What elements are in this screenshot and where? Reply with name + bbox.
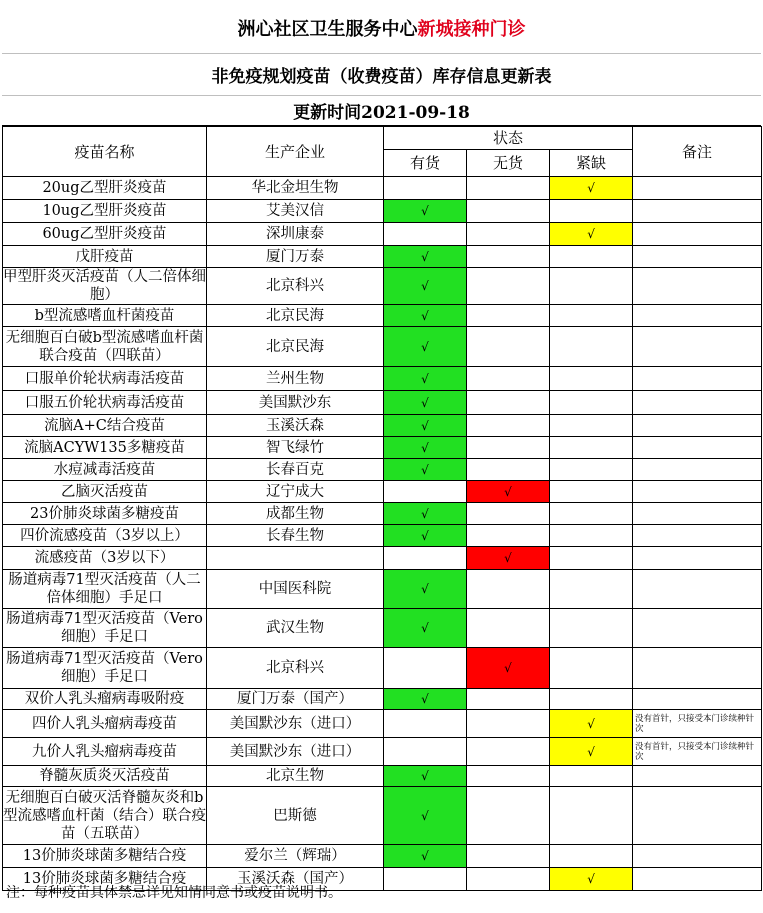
header-vaccine-name: 疫苗名称 <box>3 127 207 177</box>
status-short-cell <box>550 177 633 200</box>
status-out-of-stock-cell <box>467 689 550 710</box>
table-row <box>3 268 762 305</box>
status-in-stock-cell <box>384 689 467 710</box>
status-in-stock-cell <box>384 200 467 223</box>
check-mark-icon: √ <box>587 716 595 731</box>
company-cell: 巴斯德 <box>207 787 384 845</box>
remark-cell <box>633 689 762 710</box>
company-cell: 北京生物 <box>207 766 384 787</box>
remark-cell <box>633 766 762 787</box>
table-row <box>3 391 762 415</box>
status-short-cell <box>550 738 633 766</box>
vaccine-inventory-sheet <box>2 2 761 891</box>
company-cell: 厦门万泰（国产） <box>207 689 384 710</box>
check-mark-icon: √ <box>421 249 429 264</box>
inventory-rows <box>3 177 762 891</box>
status-in-stock-cell <box>384 570 467 609</box>
update-time: 更新时间2021-09-18 <box>2 96 761 126</box>
remark-cell <box>633 845 762 868</box>
header-remark: 备注 <box>633 127 762 177</box>
vaccine-name-cell: b型流感嗜血杆菌疫苗 <box>3 305 207 327</box>
check-mark-icon: √ <box>421 808 429 823</box>
company-cell: 武汉生物 <box>207 609 384 648</box>
status-in-stock-cell <box>384 738 467 766</box>
company-cell: 中国医科院 <box>207 570 384 609</box>
status-out-of-stock-cell <box>467 710 550 738</box>
status-in-stock-cell <box>384 459 467 481</box>
vaccine-name-cell: 60ug乙型肝炎疫苗 <box>3 223 207 246</box>
status-out-of-stock-cell <box>467 738 550 766</box>
company-cell: 智飞绿竹 <box>207 437 384 459</box>
table-row <box>3 327 762 367</box>
vaccine-name-cell: 无细胞百白破b型流感嗜血杆菌联合疫苗（四联苗） <box>3 327 207 367</box>
check-mark-icon: √ <box>587 872 595 886</box>
inventory-table <box>2 126 762 891</box>
status-short-cell <box>550 305 633 327</box>
vaccine-name-cell: 戊肝疫苗 <box>3 246 207 268</box>
vaccine-name-cell: 流脑ACYW135多糖疫苗 <box>3 437 207 459</box>
vaccine-name-cell: 肠道病毒71型灭活疫苗（Vero细胞）手足口 <box>3 609 207 648</box>
status-out-of-stock-cell <box>467 367 550 391</box>
status-in-stock-cell <box>384 525 467 547</box>
vaccine-name-cell: 九价人乳头瘤病毒疫苗 <box>3 738 207 766</box>
remark-cell <box>633 437 762 459</box>
clinic-site-name: 新城接种门诊 <box>417 18 526 40</box>
table-row <box>3 415 762 437</box>
remark-cell <box>633 648 762 689</box>
status-in-stock-cell <box>384 648 467 689</box>
clinic-name: 洲心社区卫生服务中心 <box>237 18 418 40</box>
status-out-of-stock-cell <box>467 268 550 305</box>
status-in-stock-cell <box>384 391 467 415</box>
status-in-stock-cell <box>384 327 467 367</box>
check-mark-icon: √ <box>421 339 429 354</box>
company-cell: 艾美汉信 <box>207 200 384 223</box>
status-short-cell <box>550 459 633 481</box>
status-short-cell <box>550 200 633 223</box>
remark-cell <box>633 268 762 305</box>
header-company: 生产企业 <box>207 127 384 177</box>
vaccine-name-cell: 10ug乙型肝炎疫苗 <box>3 200 207 223</box>
company-cell: 长春生物 <box>207 525 384 547</box>
check-mark-icon: √ <box>421 418 429 433</box>
table-row <box>3 481 762 503</box>
status-in-stock-cell <box>384 268 467 305</box>
table-row <box>3 200 762 223</box>
vaccine-name-cell: 肠道病毒71型灭活疫苗（人二倍体细胞）手足口 <box>3 570 207 609</box>
status-short-cell <box>550 547 633 570</box>
table-row <box>3 246 762 268</box>
table-row <box>3 845 762 868</box>
vaccine-name-cell: 双价人乳头瘤病毒吸附疫 <box>3 689 207 710</box>
check-mark-icon: √ <box>587 227 595 241</box>
status-out-of-stock-cell <box>467 787 550 845</box>
status-out-of-stock-cell <box>467 327 550 367</box>
vaccine-name-cell: 流感疫苗（3岁以下） <box>3 547 207 570</box>
table-row <box>3 570 762 609</box>
status-short-cell <box>550 437 633 459</box>
check-mark-icon: √ <box>421 371 429 386</box>
company-cell: 北京科兴 <box>207 648 384 689</box>
table-row <box>3 437 762 459</box>
status-short-cell <box>550 367 633 391</box>
check-mark-icon: √ <box>421 440 429 455</box>
header-status: 状态 <box>384 127 633 150</box>
check-mark-icon: √ <box>421 279 429 293</box>
remark-cell: 没有首针，只接受本门诊续种针次 <box>633 738 762 766</box>
table-row <box>3 177 762 200</box>
header-short: 紧缺 <box>550 150 633 177</box>
remark-cell <box>633 305 762 327</box>
status-in-stock-cell <box>384 177 467 200</box>
status-out-of-stock-cell <box>467 437 550 459</box>
remark-cell <box>633 868 762 891</box>
status-short-cell <box>550 327 633 367</box>
status-in-stock-cell <box>384 868 467 891</box>
status-short-cell <box>550 246 633 268</box>
check-mark-icon: √ <box>421 308 429 323</box>
remark-cell <box>633 525 762 547</box>
table-row <box>3 609 762 648</box>
remark-cell <box>633 547 762 570</box>
remark-cell <box>633 246 762 268</box>
remark-cell <box>633 327 762 367</box>
clinic-title <box>2 2 761 54</box>
company-cell: 玉溪沃森（国产） <box>207 868 384 891</box>
company-cell <box>207 547 384 570</box>
company-cell: 玉溪沃森 <box>207 415 384 437</box>
status-out-of-stock-cell <box>467 305 550 327</box>
table-row <box>3 223 762 246</box>
remark-cell: 没有首针，只接受本门诊续种针次 <box>633 710 762 738</box>
status-short-cell <box>550 525 633 547</box>
status-out-of-stock-cell <box>467 415 550 437</box>
table-row <box>3 503 762 525</box>
check-mark-icon: √ <box>421 769 429 783</box>
company-cell: 厦门万泰 <box>207 246 384 268</box>
company-cell: 北京民海 <box>207 327 384 367</box>
status-short-cell <box>550 391 633 415</box>
company-cell: 深圳康泰 <box>207 223 384 246</box>
status-in-stock-cell <box>384 787 467 845</box>
table-row <box>3 305 762 327</box>
check-mark-icon: √ <box>421 692 429 706</box>
status-out-of-stock-cell <box>467 868 550 891</box>
vaccine-name-cell: 甲型肝炎灭活疫苗（人二倍体细胞） <box>3 269 206 303</box>
status-out-of-stock-cell <box>467 459 550 481</box>
status-out-of-stock-cell <box>467 525 550 547</box>
status-out-of-stock-cell <box>467 609 550 648</box>
status-out-of-stock-cell <box>467 391 550 415</box>
status-in-stock-cell <box>384 503 467 525</box>
vaccine-name-cell: 13价肺炎球菌多糖结合疫 <box>3 845 207 868</box>
status-in-stock-cell <box>384 766 467 787</box>
company-cell: 长春百克 <box>207 459 384 481</box>
remark-cell <box>633 570 762 609</box>
status-in-stock-cell <box>384 481 467 503</box>
check-mark-icon: √ <box>421 849 429 863</box>
vaccine-name-cell: 口服单价轮状病毒活疫苗 <box>3 367 207 391</box>
table-row <box>3 710 762 738</box>
status-in-stock-cell <box>384 415 467 437</box>
table-row <box>3 367 762 391</box>
company-cell: 兰州生物 <box>207 367 384 391</box>
vaccine-name-cell: 四价人乳头瘤病毒疫苗 <box>3 710 207 738</box>
status-in-stock-cell <box>384 367 467 391</box>
vaccine-name-cell: 水痘减毒活疫苗 <box>3 459 207 481</box>
status-out-of-stock-cell <box>467 570 550 609</box>
check-mark-icon: √ <box>587 181 595 195</box>
check-mark-icon: √ <box>504 551 512 565</box>
status-in-stock-cell <box>384 845 467 868</box>
status-out-of-stock-cell <box>467 845 550 868</box>
status-short-cell <box>550 570 633 609</box>
remark-cell <box>633 177 762 200</box>
remark-cell <box>633 481 762 503</box>
check-mark-icon: √ <box>421 582 429 596</box>
status-short-cell <box>550 766 633 787</box>
check-mark-icon: √ <box>421 204 429 218</box>
check-mark-icon: √ <box>421 506 429 521</box>
status-short-cell <box>550 845 633 868</box>
status-out-of-stock-cell <box>467 547 550 570</box>
status-short-cell <box>550 689 633 710</box>
status-in-stock-cell <box>384 609 467 648</box>
check-mark-icon: √ <box>421 462 429 477</box>
remark-cell <box>633 609 762 648</box>
status-short-cell <box>550 710 633 738</box>
status-in-stock-cell <box>384 223 467 246</box>
vaccine-name-cell: 20ug乙型肝炎疫苗 <box>3 177 207 200</box>
vaccine-name-cell: 13价肺炎球菌多糖结合疫 <box>3 868 207 891</box>
status-out-of-stock-cell <box>467 246 550 268</box>
status-out-of-stock-cell <box>467 481 550 503</box>
company-cell: 华北金坦生物 <box>207 177 384 200</box>
status-short-cell <box>550 503 633 525</box>
company-cell: 辽宁成大 <box>207 481 384 503</box>
check-mark-icon: √ <box>587 744 595 759</box>
vaccine-name-cell: 肠道病毒71型灭活疫苗（Vero细胞）手足口 <box>3 648 207 689</box>
vaccine-name-cell: 四价流感疫苗（3岁以上） <box>3 525 207 547</box>
table-row <box>3 547 762 570</box>
status-short-cell <box>550 268 633 305</box>
status-in-stock-cell <box>384 246 467 268</box>
status-short-cell <box>550 223 633 246</box>
vaccine-name-cell: 无细胞百白破灭活脊髓灰炎和b型流感嗜血杆菌（结合）联合疫苗（五联苗） <box>3 787 207 845</box>
remark-cell <box>633 223 762 246</box>
footnote: 注：每种疫苗具体禁忌详见知情同意书或疫苗说明书。 <box>6 885 342 901</box>
vaccine-name-cell: 流脑A+C结合疫苗 <box>3 415 207 437</box>
status-out-of-stock-cell <box>467 177 550 200</box>
check-mark-icon: √ <box>504 484 512 499</box>
status-in-stock-cell <box>384 710 467 738</box>
vaccine-name-cell: 脊髓灰质炎灭活疫苗 <box>3 766 207 787</box>
status-out-of-stock-cell <box>467 766 550 787</box>
table-row <box>3 689 762 710</box>
status-out-of-stock-cell <box>467 648 550 689</box>
header-in-stock: 有货 <box>384 150 467 177</box>
company-cell: 爱尔兰（辉瑞） <box>207 845 384 868</box>
status-out-of-stock-cell <box>467 200 550 223</box>
header-out-of-stock: 无货 <box>467 150 550 177</box>
company-cell: 成都生物 <box>207 503 384 525</box>
remark-cell <box>633 503 762 525</box>
check-mark-icon: √ <box>421 395 429 410</box>
remark-cell <box>633 367 762 391</box>
company-cell: 北京科兴 <box>207 268 384 305</box>
vaccine-name-cell: 乙脑灭活疫苗 <box>3 481 207 503</box>
table-row <box>3 459 762 481</box>
status-out-of-stock-cell <box>467 223 550 246</box>
status-short-cell <box>550 481 633 503</box>
remark-cell <box>633 391 762 415</box>
status-short-cell <box>550 868 633 891</box>
table-row <box>3 766 762 787</box>
check-mark-icon: √ <box>421 528 429 543</box>
check-mark-icon: √ <box>504 661 512 675</box>
remark-cell <box>633 459 762 481</box>
status-in-stock-cell <box>384 547 467 570</box>
vaccine-name-cell: 23价肺炎球菌多糖疫苗 <box>3 503 207 525</box>
status-in-stock-cell <box>384 437 467 459</box>
table-row <box>3 787 762 845</box>
table-row <box>3 648 762 689</box>
vaccine-name-cell: 口服五价轮状病毒活疫苗 <box>3 391 207 415</box>
remark-cell <box>633 787 762 845</box>
status-out-of-stock-cell <box>467 503 550 525</box>
status-in-stock-cell <box>384 305 467 327</box>
remark-cell <box>633 415 762 437</box>
status-short-cell <box>550 415 633 437</box>
status-short-cell <box>550 648 633 689</box>
remark-cell <box>633 200 762 223</box>
company-cell: 美国默沙东（进口） <box>207 710 384 738</box>
status-short-cell <box>550 787 633 845</box>
sheet-subtitle: 非免疫规划疫苗（收费疫苗）库存信息更新表 <box>2 54 761 96</box>
company-cell: 美国默沙东（进口） <box>207 738 384 766</box>
status-short-cell <box>550 609 633 648</box>
table-row <box>3 525 762 547</box>
company-cell: 美国默沙东 <box>207 391 384 415</box>
company-cell: 北京民海 <box>207 305 384 327</box>
check-mark-icon: √ <box>421 621 429 635</box>
table-row <box>3 738 762 766</box>
